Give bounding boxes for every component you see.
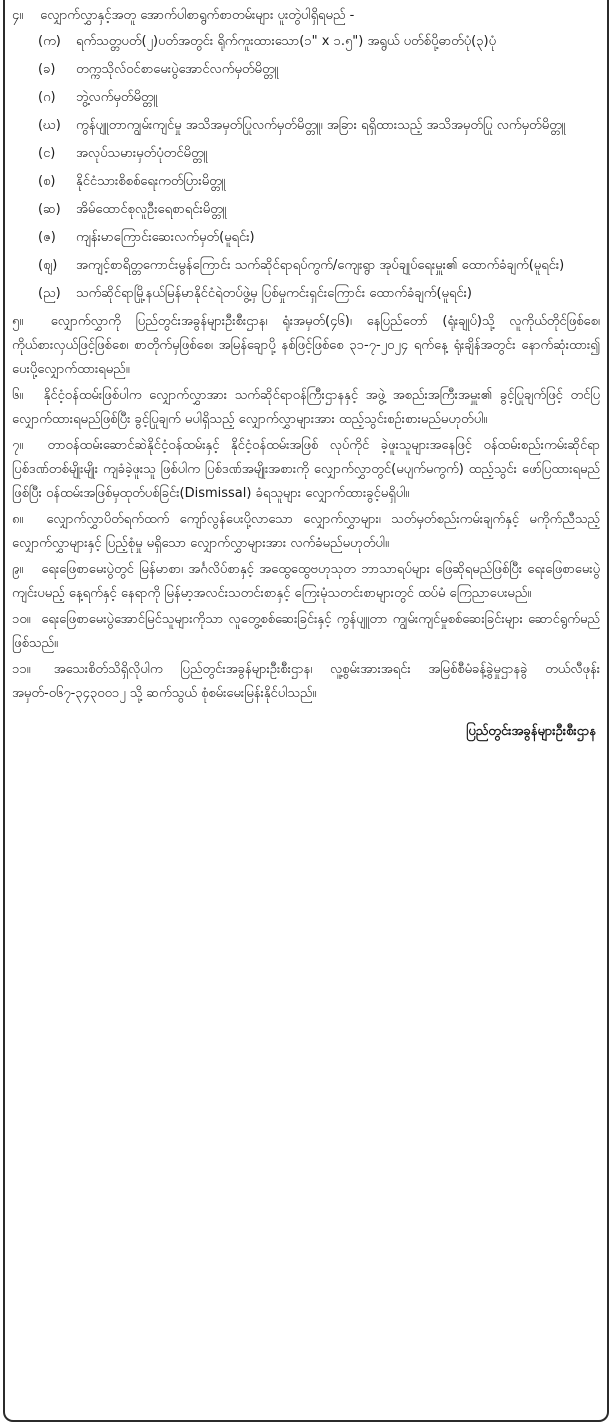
list-marker: (ဇ)	[38, 230, 56, 245]
list-text: ဘွဲ့လက်မှတ်မိတ္တူ	[76, 90, 158, 105]
list-item	[12, 198, 600, 222]
list-text: ကွန်ပျူတာကျွမ်းကျင်မှု အသိအမှတ်ပြုလက်မှတ်မိတ္တူ၊ အခြား ရရှိထားသည့် အသိအမှတ်ပြု လက်မှတ်မိတ္တူ	[76, 118, 566, 133]
paragraph-text: တာဝန်ထမ်းဆောင်ဆဲနိုင်ငံ့ဝန်ထမ်းနှင့် နိုင်ငံ့ဝန်ထမ်းအဖြစ် လုပ်ကိုင် ခဲ့ဖူးသူများအနေဖြင့် ဝန်ထမ်းစည်းကမ်းဆိုင်ရာ ပြစ်ဒဏ်တစ်မျိုးမျိုး ကျခံခဲ့ဖူးသူ ဖြစ်ပါက ပြစ်ဒဏ်အမျိုးအစားကို လျှောက်လွှာတွင်(မပျက်မကွက်) ထည့်သွင်း ဖော်ပြထားရမည်ဖြစ်ပြီး ဝန်ထမ်းအဖြစ်မှထုတ်ပစ်ခြင်း(Dismissal) ခံရသူများ လျှောက်ထားခွင့်မရှိပါ။	[12, 438, 600, 501]
list-text: ရက်သတ္တပတ်(၂)ပတ်အတွင်း ရိုက်ကူးထားသော(၁" x ၁.၅") အရွယ် ပတ်စ်ပို့ဓာတ်ပုံ(၃)ပုံ	[76, 34, 497, 49]
department-signature: ပြည်တွင်းအခွန်များဦးစီးဌာန	[466, 724, 596, 739]
list-item	[12, 142, 600, 166]
paragraph-10	[12, 608, 600, 656]
list-marker: (ဆ)	[38, 202, 61, 217]
list-item	[12, 114, 600, 138]
paragraph-8	[12, 508, 600, 556]
list-item	[12, 86, 600, 110]
paragraph-4	[12, 4, 600, 28]
paragraph-text: အသေးစိတ်သိရှိလိုပါက ပြည်တွင်းအခွန်များဦးစီးဌာန၊ လူ့စွမ်းအားအရင်း အမြစ်စီမံခန့်ခွဲမှုဌာနခွဲ တယ်လီဖုန်းအမှတ်-၀၆၇-၃၄၃၀၀၁၂ သို့ ဆက်သွယ် စုံစမ်းမေးမြန်းနိုင်ပါသည်။	[12, 662, 600, 701]
list-text: အလုပ်သမားမှတ်ပုံတင်မိတ္တူ	[76, 146, 208, 161]
paragraph-11	[12, 658, 600, 706]
list-marker: (က)	[38, 34, 61, 49]
paragraph-number: ၁၁။	[12, 662, 31, 677]
list-item	[12, 170, 600, 194]
paragraph-number: ၁၀။	[12, 612, 31, 627]
paragraph-text: လျှောက်လွှာပိတ်ရက်ထက် ကျော်လွန်ပေးပို့လာသော လျှောက်လွှာများ၊ သတ်မှတ်စည်းကမ်းချက်နှင့် မကိုက်ညီသည့် လျှောက်လွှာများနှင့် ပြည့်စုံမှု မရှိသော လျှောက်လွှာများအား လက်ခံမည်မဟုတ်ပါ။	[12, 512, 600, 551]
paragraph-number: ၈။	[12, 512, 24, 527]
paragraph-text: လျှောက်လွှာကို ပြည်တွင်းအခွန်များဦးစီးဌာန၊ ရုံးအမှတ်(၄၆)၊ နေပြည်တော် (ရုံးချုပ်)သို့ လူကိုယ်တိုင်ဖြစ်စေ၊ ကိုယ်စားလှယ်ဖြင့်ဖြစ်စေ၊ စာတိုက်မှဖြစ်စေ၊ အမြန်ချောပို့ နစ်ဖြင့်ဖြစ်စေ ၃၁-၇-၂၀၂၄ ရက်နေ့ ရုံးချိန်အတွင်း နောက်ဆုံးထား၍ ပေးပို့လျှောက်ထားရမည်။	[12, 314, 600, 377]
list-marker: (ဂ)	[38, 90, 56, 105]
list-text: အိမ်ထောင်စုလူဦးရေစာရင်းမိတ္တူ	[76, 202, 227, 217]
paragraph-7	[12, 434, 600, 506]
paragraph-number: ၇။	[12, 438, 24, 453]
list-marker: (င)	[38, 146, 56, 161]
list-text: အကျင့်စာရိတ္တကောင်းမွန်ကြောင်း သက်ဆိုင်ရာရပ်ကွက်/ကျေးရွာ အုပ်ချုပ်ရေးမှူး၏ ထောက်ခံချက်(မူရင်း)	[76, 258, 565, 273]
list-text: ကျန်းမာကြောင်းဆေးလက်မှတ်(မူရင်း)	[76, 230, 255, 245]
list-text: တက္ကသိုလ်ဝင်စာမေးပွဲအောင်လက်မှတ်မိတ္တူ	[76, 62, 279, 77]
paragraph-number: ၄။	[12, 8, 24, 23]
list-text: နိုင်ငံသားစိစစ်ရေးကတ်ပြားမိတ္တူ	[76, 174, 226, 189]
list-marker: (စ)	[38, 174, 56, 189]
paragraph-number: ၅။	[12, 314, 24, 329]
paragraph-text: ရေးဖြေစာမေးပွဲတွင် မြန်မာစာ၊ အင်္ဂလိပ်စာနှင့် အထွေထွေဗဟုသုတ ဘာသာရပ်များ ဖြေဆိုရမည်ဖြစ်ပြီး ရေးဖြေစာမေးပွဲကျင်းပမည့် နေ့ရက်နှင့် နေရာကို မြန်မာ့အလင်းသတင်းစာနှင့် ကြေးမုံသတင်းစာများတွင် ထပ်မံ ကြေညာပေးမည်။	[12, 562, 601, 601]
paragraph-number: ၉။	[12, 562, 24, 577]
paragraph-text: နိုင်ငံ့ဝန်ထမ်းဖြစ်ပါက လျှောက်လွှာအား သက်ဆိုင်ရာဝန်ကြီးဌာနနှင့် အဖွဲ့ အစည်းအကြီးအမှူး၏ ခွင့်ပြုချက်ဖြင့် တင်ပြလျှောက်ထားရမည်ဖြစ်ပြီး ခွင့်ပြုချက် မပါရှိသည့် လျှောက်လွှာများအား ထည့်သွင်းစဉ်းစားမည်မဟုတ်ပါ။	[12, 388, 600, 427]
paragraph-9	[12, 558, 600, 606]
paragraph-6	[12, 384, 600, 432]
paragraph-5	[12, 310, 600, 382]
paragraph-text: ရေးဖြေစာမေးပွဲအောင်မြင်သူများကိုသာ လူတွေ့စစ်ဆေးခြင်းနှင့် ကွန်ပျူတာ ကျွမ်းကျင်မှုစစ်ဆေးခြင်းများ ဆောင်ရွက်မည်ဖြစ်သည်။	[12, 612, 600, 651]
list-item	[12, 30, 600, 54]
announcement-body	[12, 4, 600, 744]
list-item	[12, 282, 600, 306]
list-marker: (ည)	[38, 286, 61, 301]
list-marker: (ဃ)	[38, 118, 61, 133]
list-marker: (ခ)	[38, 62, 56, 77]
paragraph-text: လျှောက်လွှာနှင့်အတူ အောက်ပါစာရွက်စာတမ်းများ ပူးတွဲပါရှိရမည် -	[40, 8, 355, 23]
paragraph-number: ၆။	[12, 388, 24, 403]
list-text: သက်ဆိုင်ရာမြို့နယ်မြန်မာနိုင်ငံရဲတပ်ဖွဲ့မှ ပြစ်မှုကင်းရှင်းကြောင်း ထောက်ခံချက်(မူရင်း)	[76, 286, 473, 301]
list-item	[12, 58, 600, 82]
list-item	[12, 226, 600, 250]
list-item	[12, 254, 600, 278]
list-marker: (ဈ)	[38, 258, 58, 273]
